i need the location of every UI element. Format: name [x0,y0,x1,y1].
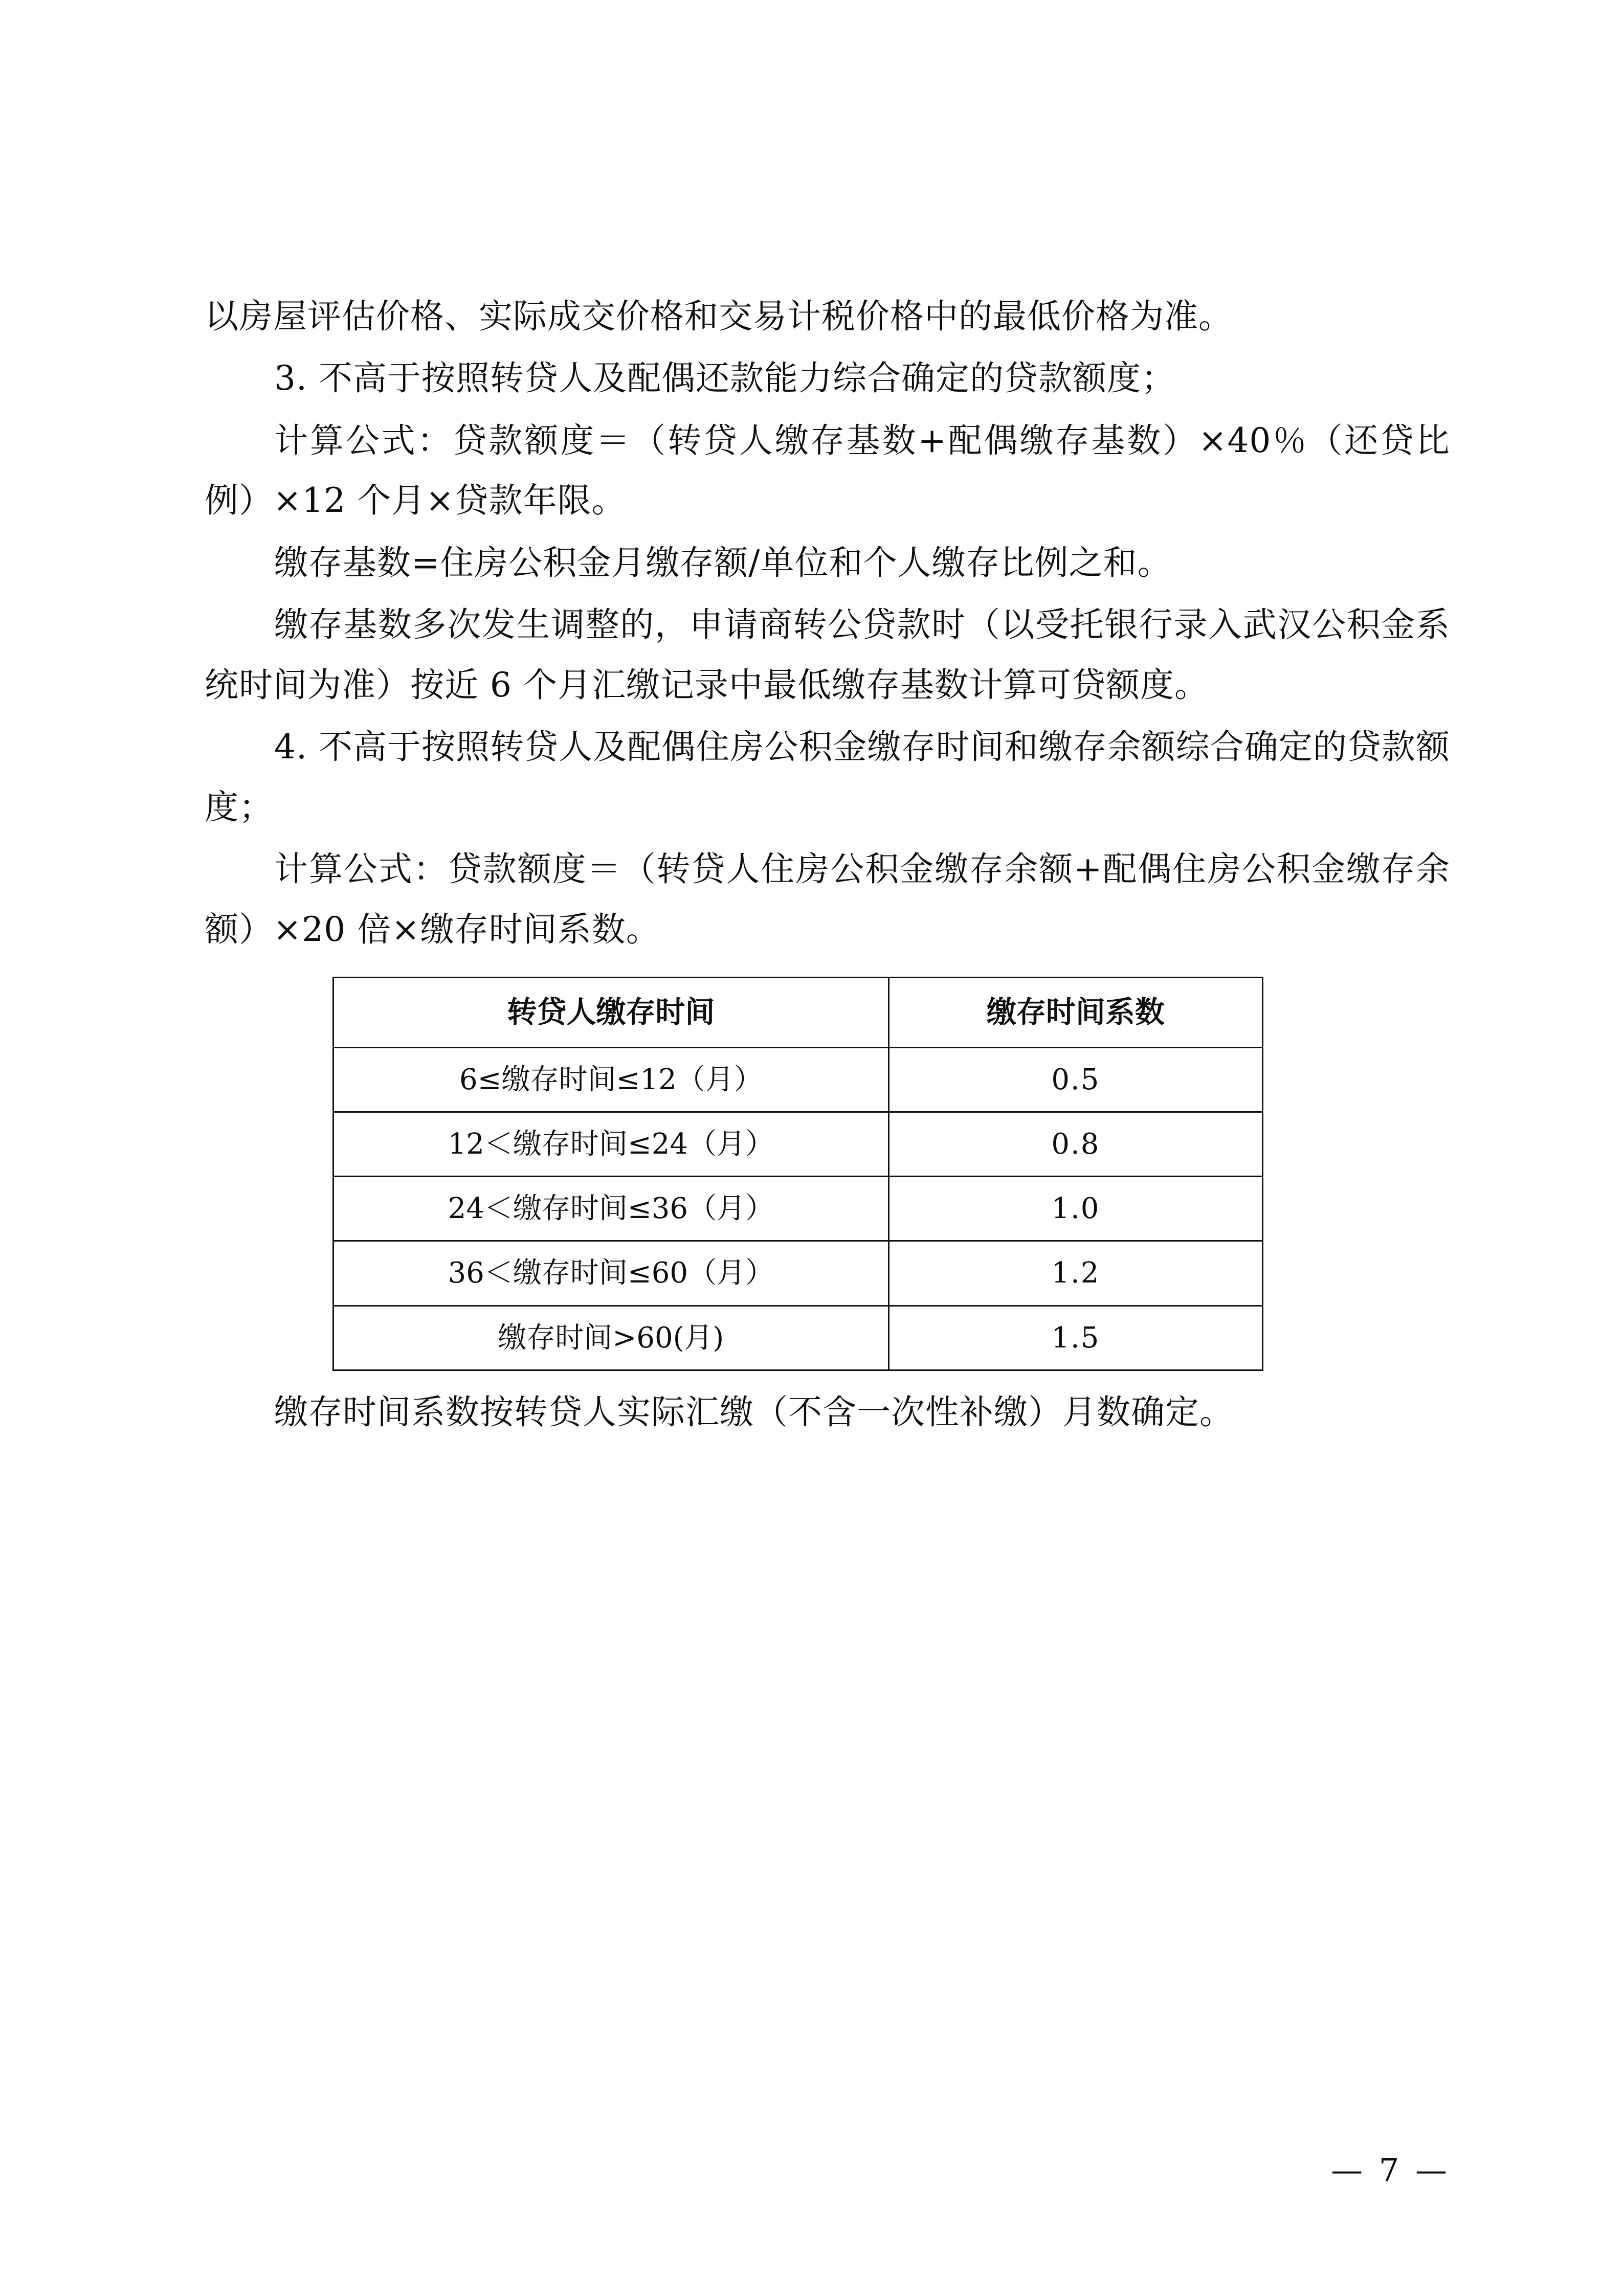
table-row [333,1112,1263,1176]
table-row [333,1241,1263,1305]
table-cell-range: 36＜缴存时间≤60（月） [333,1241,889,1305]
table-cell-coefficient: 0.5 [888,1047,1262,1112]
paragraph-5: 缴存基数多次发生调整的，申请商转公贷款时（以受托银行录入武汉公积金系统时间为准）按近 6 个月汇缴记录中最低缴存基数计算可贷额度。 [205,605,1450,705]
table-cell-coefficient: 1.0 [888,1177,1262,1241]
table-header-row [333,978,1263,1048]
table-cell-range: 缴存时间>60(月) [333,1305,889,1370]
deposit-coefficient-table-wrapper [332,977,1263,1371]
page-number: — 7 — [1331,2151,1450,2189]
paragraph-2: 3. 不高于按照转贷人及配偶还款能力综合确定的贷款额度； [274,358,1175,398]
paragraph-3: 计算公式：贷款额度＝（转贷人缴存基数+配偶缴存基数）×40％（还贷比例）×12 个月×贷款年限。 [205,420,1450,521]
table-cell-range: 12＜缴存时间≤24（月） [333,1112,889,1176]
table-cell-range: 24＜缴存时间≤36（月） [333,1177,889,1241]
paragraph-7: 计算公式：贷款额度＝（转贷人住房公积金缴存余额+配偶住房公积金缴存余额）×20 倍×缴存时间系数。 [205,849,1450,949]
table-header-coefficient: 缴存时间系数 [888,978,1262,1048]
table-cell-coefficient: 0.8 [888,1112,1262,1176]
table-row [333,1305,1263,1370]
table-row [333,1047,1263,1112]
table-cell-coefficient: 1.5 [888,1305,1262,1370]
paragraph-4: 缴存基数=住房公积金月缴存额/单位和个人缴存比例之和。 [274,543,1172,582]
paragraph-1: 以房屋评估价格、实际成交价格和交易计税价格中的最低价格为准。 [205,297,1233,336]
table-header-deposit-time: 转贷人缴存时间 [333,978,889,1048]
paragraph-6: 4. 不高于按照转贷人及配偶住房公积金缴存时间和缴存余额综合确定的贷款额度； [205,727,1450,827]
table-cell-coefficient: 1.2 [888,1241,1262,1305]
table-cell-range: 6≤缴存时间≤12（月） [333,1047,889,1112]
table-row [333,1177,1263,1241]
deposit-coefficient-table [332,977,1263,1371]
paragraph-8: 缴存时间系数按转贷人实际汇缴（不含一次性补缴）月数确定。 [274,1392,1234,1432]
